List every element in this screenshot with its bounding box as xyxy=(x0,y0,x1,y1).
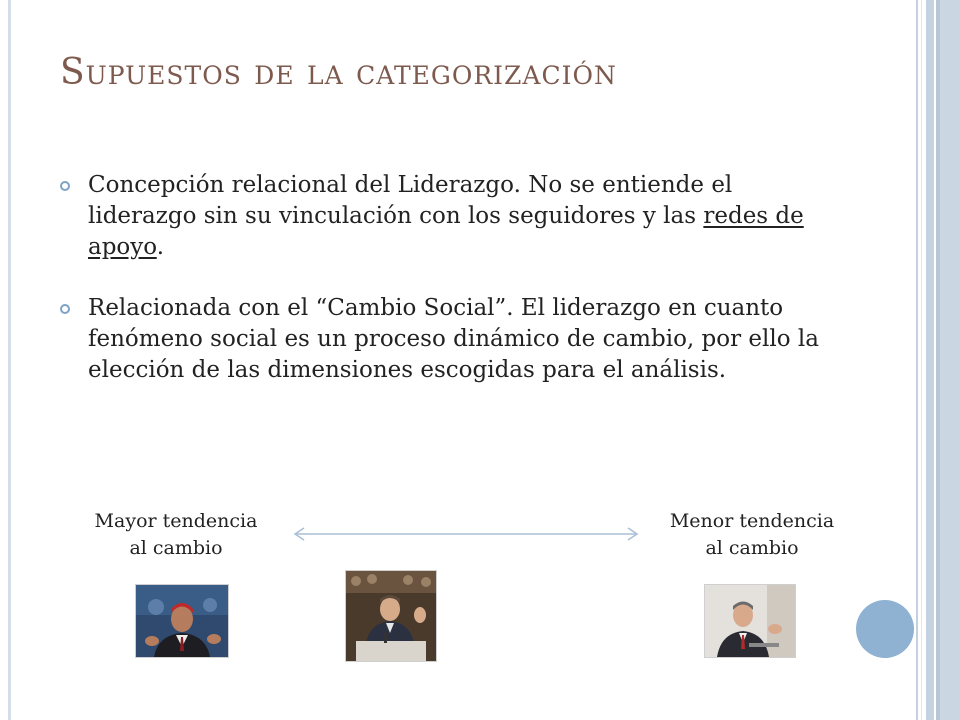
scale-right-line2: al cambio xyxy=(705,537,799,559)
leader-photo-1 xyxy=(135,584,229,658)
bullet-text: Relacionada con el “Cambio Social”. El liderazgo en cuanto fenómeno social es un proceso dinámico de cambio, por ello la elección de las dimensiones escogidas para el análisis. xyxy=(88,295,819,383)
left-decorative-stripe xyxy=(8,0,11,720)
scale-right-line1: Menor tendencia xyxy=(669,510,835,532)
leader-photo-2 xyxy=(345,570,437,662)
scale-right-label xyxy=(652,508,852,562)
right-decorative-stripes xyxy=(916,0,960,720)
scale-left-label xyxy=(76,508,276,562)
bullet-text-end: . xyxy=(156,234,165,260)
leader-photo-3 xyxy=(704,584,796,658)
double-arrow-icon xyxy=(292,524,640,544)
bullet-text: Concepción relacional del Liderazgo. No se entiende el liderazgo sin su vinculación con los seguidores y las xyxy=(88,172,733,229)
bullet-list xyxy=(60,170,840,416)
scale-left-line2: al cambio xyxy=(129,537,223,559)
slide-title: Supuestos de la categorización xyxy=(60,52,617,93)
bullet-underlined-text: redes de apoyo xyxy=(88,203,804,260)
bullet-marker-icon xyxy=(60,181,70,191)
bullet-item xyxy=(60,170,840,263)
decorative-circle xyxy=(856,600,914,658)
scale-left-line1: Mayor tendencia xyxy=(94,510,258,532)
bullet-marker-icon xyxy=(60,304,70,314)
bullet-item xyxy=(60,293,840,386)
